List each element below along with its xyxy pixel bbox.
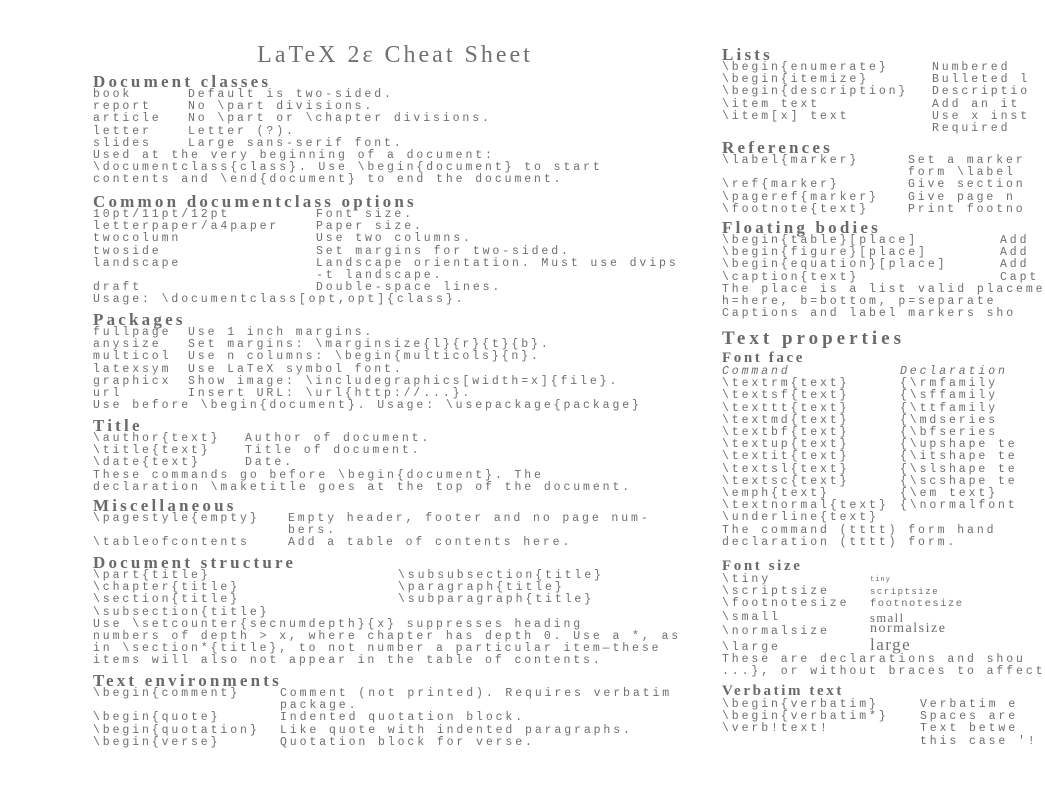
section-heading-title: Title xyxy=(93,416,143,435)
row-command: \textup{text} xyxy=(722,438,850,452)
row-command: \begin{equation}[place] xyxy=(722,258,948,272)
row-command: \caption{text} xyxy=(722,270,860,284)
row-command: \pagestyle{empty} xyxy=(93,512,260,525)
row-description: bers. xyxy=(288,524,338,538)
row-description: No \part or \chapter divisions. xyxy=(188,112,492,126)
row-description: {\itshape te xyxy=(900,450,1018,464)
row-description: Show image: \includegraphics[width=x]{file}. xyxy=(188,374,620,388)
row-description: Set a marker xyxy=(908,154,1026,167)
row-command: \begin{comment} xyxy=(93,687,241,700)
section-note: Captions and label markers sho xyxy=(722,307,1017,321)
section-heading-floating-bodies: Floating bodies xyxy=(722,218,881,237)
section-note: The place is a list valid placeme xyxy=(722,282,1045,296)
row-description: Set margins for two-sided. xyxy=(316,244,571,258)
section-note: Usage: \documentclass[opt,opt]{class}. xyxy=(93,293,466,307)
row-description: Landscape orientation. Must use dvips xyxy=(316,256,679,270)
row-command: \part{title} xyxy=(93,569,211,582)
row-description: {\slshape te xyxy=(900,462,1018,476)
section-note: Used at the very beginning of a document: xyxy=(93,149,495,162)
section-note: These commands go before \begin{document}. The xyxy=(93,468,544,482)
row-description: Add a table of contents here. xyxy=(288,536,573,550)
row-description: Text betwe xyxy=(920,722,1019,736)
row-command: 10pt/11pt/12pt xyxy=(93,208,231,221)
row-description: footnotesize xyxy=(870,598,964,611)
row-description: Set margins: \marginsize{l}{r}{t}{b}. xyxy=(188,338,551,352)
row-command: \begin{quotation} xyxy=(93,723,260,737)
row-command: \begin{figure}[place] xyxy=(722,246,928,260)
row-command: \normalsize xyxy=(722,624,830,638)
row-command: \footnotesize xyxy=(722,597,850,611)
row-description: {\mdseries xyxy=(900,413,999,427)
row-description: Quotation block for verse. xyxy=(280,735,535,749)
row-description: Add xyxy=(1000,234,1030,247)
row-command: \begin{description} xyxy=(722,85,909,99)
row-command: \item text xyxy=(722,97,821,111)
row-command: \scriptsize xyxy=(722,585,830,599)
row-description: {\sffamily xyxy=(900,389,999,403)
row-description: Use two columns. xyxy=(316,232,473,246)
row-description: Double-space lines. xyxy=(316,281,503,295)
section-heading-miscellaneous: Miscellaneous xyxy=(93,496,237,515)
row-command: \footnote{text} xyxy=(722,202,870,216)
row-description: Add xyxy=(1000,258,1030,272)
row-description: Give page n xyxy=(908,190,1016,204)
row-description: Author of document. xyxy=(245,432,432,445)
row-description: Declaration xyxy=(900,365,1008,378)
row-description: {\upshape te xyxy=(900,438,1018,452)
row-command: anysize xyxy=(93,338,162,352)
section-heading-font-size: Font size xyxy=(722,558,803,574)
row-command: twocolumn xyxy=(93,232,182,246)
row-description: Date. xyxy=(245,456,295,470)
row-description: Title of document. xyxy=(245,444,422,458)
row-description: Give section xyxy=(908,178,1026,192)
row-command: \textnormal{text} xyxy=(722,499,889,513)
row-command: \texttt{text} xyxy=(722,401,850,415)
row-command: \textmd{text} xyxy=(722,413,850,427)
row-description: small xyxy=(870,610,905,625)
row-description: {\scshape te xyxy=(900,474,1018,488)
row-command: \ref{marker} xyxy=(722,178,840,192)
row-command: \begin{table}[place] xyxy=(722,234,919,247)
row-command: twoside xyxy=(93,244,162,258)
row-command: \begin{verbatim} xyxy=(722,698,879,711)
row-description: Use LaTeX symbol font. xyxy=(188,362,404,376)
row-description: Indented quotation block. xyxy=(280,711,526,725)
section-heading-common-documentclass-options: Common documentclass options xyxy=(93,192,417,211)
row-description: Required xyxy=(932,122,1011,135)
row-command: report xyxy=(93,100,152,114)
row-command: \tableofcontents xyxy=(93,536,250,550)
row-description: \subparagraph{title} xyxy=(398,593,595,607)
row-description: Print footno xyxy=(908,202,1026,216)
section-note: items will also not appear in the table of contents. xyxy=(93,654,603,668)
row-command: draft xyxy=(93,281,143,295)
row-description: this case '! xyxy=(920,734,1038,748)
row-command: letterpaper/a4paper xyxy=(93,220,280,234)
row-description: form \label xyxy=(908,166,1016,180)
row-description: {\em text} xyxy=(900,487,999,500)
row-description: Insert URL: \url{http://...}. xyxy=(188,387,473,400)
row-command: \textsc{text} xyxy=(722,474,850,488)
row-description: normalsize xyxy=(870,620,947,636)
row-description: -t landscape. xyxy=(316,269,444,282)
row-command: \section{title} xyxy=(93,593,241,607)
section-heading-packages: Packages xyxy=(93,310,186,329)
row-description: {\rmfamily xyxy=(900,377,999,391)
row-command: \tiny xyxy=(722,573,772,586)
section-note: ...}, or without braces to affect xyxy=(722,665,1045,679)
section-heading-document-structure: Document structure xyxy=(93,553,297,572)
row-description: {\bfseries xyxy=(900,426,999,439)
section-note: \documentclass{class}. Use \begin{document} to start xyxy=(93,161,603,175)
row-command: slides xyxy=(93,136,152,150)
row-command: \small xyxy=(722,610,781,624)
row-command: \date{text} xyxy=(93,456,201,470)
row-command: \chapter{title} xyxy=(93,581,241,595)
row-description: Empty header, footer and no page num- xyxy=(288,512,651,525)
row-description: Add xyxy=(1000,246,1030,260)
row-description: Use 1 inch margins. xyxy=(188,326,375,339)
row-command: \item[x] text xyxy=(722,109,850,123)
row-command: letter xyxy=(93,124,152,138)
row-command: \verb!text! xyxy=(722,722,830,736)
row-description: \subsubsection{title} xyxy=(398,569,604,582)
row-description: scriptsize xyxy=(870,587,940,598)
row-description: Verbatim e xyxy=(920,698,1019,711)
row-command: \begin{quote} xyxy=(93,711,221,725)
section-heading-font-face: Font face xyxy=(722,350,805,366)
row-description: Letter (?). xyxy=(188,124,296,138)
row-description: Comment (not printed). Requires verbatim xyxy=(280,687,673,700)
row-command: graphicx xyxy=(93,374,172,388)
section-note: Use before \begin{document}. Usage: \usepackage{package} xyxy=(93,399,642,413)
section-note: declaration (tttt) form. xyxy=(722,535,958,549)
row-command: latexsym xyxy=(93,362,172,376)
row-command: \textsl{text} xyxy=(722,462,850,476)
section-heading-verbatim-text: Verbatim text xyxy=(722,683,844,699)
row-command: \begin{verse} xyxy=(93,735,221,749)
section-heading-lists: Lists xyxy=(722,45,773,64)
row-command: \label{marker} xyxy=(722,154,860,167)
row-command: \author{text} xyxy=(93,432,221,445)
row-description: Capt xyxy=(1000,270,1040,284)
section-heading-references: References xyxy=(722,138,833,157)
row-command: \title{text} xyxy=(93,444,211,458)
row-description: Paper size. xyxy=(316,220,424,234)
row-description: {\normalfont xyxy=(900,499,1018,513)
row-command: article xyxy=(93,112,162,126)
section-note: h=here, b=bottom, p=separate xyxy=(722,295,997,308)
section-heading-document-classes: Document classes xyxy=(93,72,272,91)
section-heading-text-properties: Text properties xyxy=(722,328,905,349)
section-note: The command (tttt) form hand xyxy=(722,523,997,537)
row-command: url xyxy=(93,387,123,400)
row-command: \textbf{text} xyxy=(722,426,850,439)
section-note: declaration \maketitle goes at the top of the document. xyxy=(93,480,633,494)
row-description: Add an it xyxy=(932,97,1021,111)
section-note: numbers of depth > x, where chapter has depth 0. Use a *, as xyxy=(93,630,682,643)
section-note: These are declarations and shou xyxy=(722,653,1026,667)
row-description: Default is two-sided. xyxy=(188,88,394,101)
section-note: Use \setcounter{secnumdepth}{x} suppresses heading xyxy=(93,617,584,631)
row-description: large xyxy=(870,635,912,654)
row-command: landscape xyxy=(93,256,182,270)
row-description: Use n columns: \begin{multicols}{n}. xyxy=(188,350,541,364)
row-description: Numbered xyxy=(932,61,1011,74)
row-description: Like quote with indented paragraphs. xyxy=(280,723,633,737)
row-command: \underline{text} xyxy=(722,511,879,525)
row-description: {\ttfamily xyxy=(900,401,999,415)
row-description: tiny xyxy=(870,576,891,584)
page-title: LaTeX 2ε Cheat Sheet xyxy=(257,42,533,68)
row-command: \textit{text} xyxy=(722,450,850,464)
row-command: \pageref{marker} xyxy=(722,190,879,204)
row-description: Spaces are xyxy=(920,710,1019,724)
row-description: Font size. xyxy=(316,208,415,221)
row-command: \subsection{title} xyxy=(93,605,270,619)
row-description: package. xyxy=(280,699,359,713)
row-description: No \part divisions. xyxy=(188,100,375,114)
row-description: Use x inst xyxy=(932,109,1031,123)
row-description: \paragraph{title} xyxy=(398,581,565,595)
row-command: \textrm{text} xyxy=(722,377,850,391)
row-command: \textsf{text} xyxy=(722,389,850,403)
row-command: fullpage xyxy=(93,326,172,339)
row-command: Command xyxy=(722,365,791,378)
row-description: Descriptio xyxy=(932,85,1031,99)
section-heading-text-environments: Text environments xyxy=(93,671,282,690)
row-command: \large xyxy=(722,641,781,654)
row-command: multicol xyxy=(93,350,172,364)
row-command: \begin{itemize} xyxy=(722,73,870,87)
row-command: book xyxy=(93,88,133,101)
row-command: \emph{text} xyxy=(722,487,830,500)
section-note: in \section*{title}, to not number a particular item—these xyxy=(93,642,662,656)
row-command: \begin{enumerate} xyxy=(722,61,889,74)
row-description: Large sans-serif font. xyxy=(188,136,404,150)
row-command: \begin{verbatim*} xyxy=(722,710,889,724)
section-note: contents and \end{document} to end the document. xyxy=(93,173,564,187)
row-description: Bulleted l xyxy=(932,73,1031,87)
